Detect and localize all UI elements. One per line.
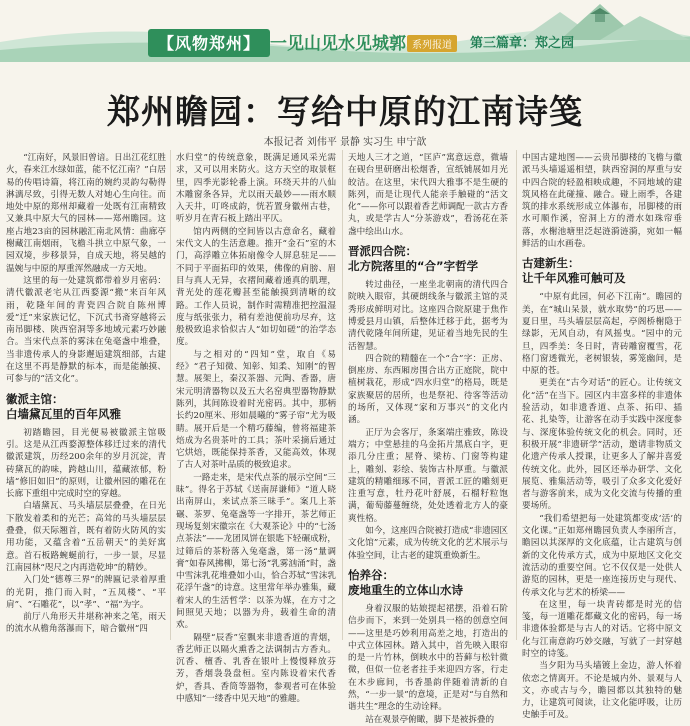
article-column-4: [522, 152, 682, 721]
byline: 本报记者 刘伟平 景静 实习生 申宁歆: [263, 137, 427, 148]
paragraph: “中原有此园，何必下江南”。瞻园的美，在“城山呆景，就水取势”的巧思——夏日里，马头墙层层高起，亭阁桥榭隐于绿影，无风自动，有风摇曳。“园中的元旦，四季美：冬日时，青砖雕窗覆雪，花格门窗透微光，老树银装，雾笼幽间，是中原的苍。: [522, 292, 682, 377]
column-divider: [342, 150, 343, 640]
subheading: [6, 392, 166, 422]
paragraph: 入门处“德尊三界”的牌匾记录着厚重的光阴，推门而入时，“五凤楼”、“平肩”、“石雕花”，以“孝”、“福”为字。: [6, 575, 166, 610]
subheading: [348, 244, 508, 274]
article-headline: 郑州瞻园：写给中原的江南诗笺: [107, 92, 583, 131]
paragraph: “江南好，风景旧曾谙。日出江花红胜火，春来江水绿如蓝，能不忆江南？”白居易的传唱诗篇，将江南的婉约灵韵勾勒得淋漓尽致，引得无数人对她心生向往。而地处中原的郑州却藏着一处既有江南精致又兼具中原大气的园林——郑州瞻园。这座占地23亩的园林融汇南北风情：曲廊亭榭藏江南烟雨，飞檐斗拱立中原气象，一园双境，步移景异，自成天地，将吴越的温婉与中原的厚重浑然融成一方天地。: [6, 153, 166, 274]
subheading-line-1: 古建新生：: [522, 256, 580, 271]
paragraph: 四合院的精髓在一个“合”字：正房、倒座房、东西厢房围合出方正庭院，院中植树栽花，形成“四水归堂”的格局，既是家族聚居的居所，也是祭祀、待客等活动的场所，又体现“家和万事兴”的文化内涵。: [348, 353, 508, 426]
chapter-label: 第三篇章：郑之园: [470, 36, 575, 51]
paragraph: 白墙黛瓦、马头墙层层叠叠，在日光下散发着柔和的光芒；高耸的马头墙层层叠叠，似天际翘首，既有着防火防风的实用功能，又蕴含着“五岳朝天”的美好寓意。首石板路蜿蜒前行，一步一景，尽显江南园林“咫尺之内再造乾坤”的精妙。: [6, 501, 166, 573]
paragraph: 转过曲径，一座坐北朝南的清代四合院映入眼帘，其硬朗线条与徽派主馆的灵秀形成鲜明对比。这座四合院原建于焦作博爱县月山镇，后整体迁移于此，据考为清代乾隆年间所建，见证着当地先民的生活智慧。: [348, 280, 508, 352]
paragraph: 当夕阳为马头墙镀上金边，游人怀着依恋之情离开。不论是城内外、景观与人文，亦或古与今，瞻园都以其独特的魅力，让建筑可阅读，让文化能呼吸，让历史触手可及。: [522, 661, 682, 721]
article-column-3: [348, 152, 508, 725]
subheading-line-1: 晋派四合院：: [348, 244, 417, 259]
subheading-line-2: 让千年风雅可触可及: [522, 271, 626, 286]
paragraph: 天地人三才之道，“匡庐”寓意远意，微墙在砚台里研磨出松烟香，宣纸铺展如月光皎洁。在这里，宋代四大雅事不是生硬的陈列，而是让现代人能亲手触碰的“活文化”——你可以跟着香艺师调配一款古方香丸，或是学古人“分茶游戏”，看汤花在茶盏中绘出山水。: [348, 153, 508, 237]
column-tag: 【风物郑州】: [148, 29, 270, 57]
paragraph: 在这里，每一块青砖都是时光的信笺，每一道雕花都藏文化的密码，每一场非遗体验都是与古人的对话。它将中原文化与江南意韵巧妙交融，写就了一封穿越时空的诗笺。: [522, 599, 682, 659]
paragraph: 站在观景亭俯瞰，脚下是被拆叠的: [365, 714, 495, 725]
paragraph: 前厅八角形天井堪称神来之笔，雨天的流水从檐角落瀑而下，暗合徽州“四: [6, 612, 166, 635]
article-column-1: [6, 152, 166, 636]
paragraph: 更美在“古今对话”的匠心。让传统文化“活”在当下。园区内丰富多样的非遗体验活动，如非遗香道、点茶、拓印、插花、扎染等，让游客在动手实践中深度参与、深度体验传统文化的机会。同时，还积极开展“非遗研学”活动，邀请非物质文化遗产传承人授课，让更多人了解并喜爱传统文化。此外，园区还举办研学、文化展览、雅集活动等，吸引了众多文化爱好者与游客前来，成为文化交流与传播的重要场所。: [522, 378, 682, 512]
column-divider: [516, 150, 517, 640]
paragraph: 水归堂”的传统意象，既满足通风采光需求，又可以用来防火。这方天空的取景框里，四季光影轮番上演。环绕天井的八仙木雕窗条各异，尤以雨天最妙——雨水顺入天井，叮咚成韵，恍若置身徽州古巷，听岁月在青石板上踏出平仄。: [176, 153, 336, 225]
paragraph: 正厅为会客厅，条案端庄雅致，陈设端方；中堂悬挂的乌金拓片黑底白字，更添几分庄重；屋脊、梁枋、门窗等构建上，雕刻、彩绘、装饰古朴厚重。与徽派建筑的精雕细琢不同，晋派工匠的雕刻更注重写意，牡丹花叶舒展，石榴籽粒饱满，葡萄藤蔓缠绕，处处透着北方人的豪爽性格。: [348, 427, 508, 524]
column-divider: [170, 150, 171, 640]
article-column-2: [176, 152, 336, 705]
subheading: [522, 256, 682, 286]
subheading-line-1: 怡养谷：: [348, 567, 394, 582]
subheading: [348, 568, 508, 598]
subheading-line-2: 白墙黛瓦里的百年风雅: [6, 406, 121, 421]
subheading-line-2: 北方院落里的“合”字哲学: [348, 259, 479, 274]
paragraph: 与之相对的“四知”堂，取自《易经》“君子知微、知彰、知柔、知刚”的智慧。展架上，秦汉茶器、元陶、香器，唐宋元明清器物以及五大名窑典型器物静默陈列，其间陈设着时光密码。其中，那柄长约20厘米、形如晨曦的“雾子帘”尤为吸睛。展开后是一个精巧藤编，曾将福建茶焙成为名贵茶叶的工具；茶叶采摘后通过它烘焙，既能保持茶香，又能高效，体现了古人对茶叶品质的极致追求。: [176, 349, 336, 471]
paragraph: 这里的每一处建筑都带着岁月密码：清代徽派老宅从江西婺源“搬”来百年风雨，乾隆年间的青瓷四合院自陈州博爱“迁”来家族记忆，下沉式书斋穿越将云南吊脚楼、陕西窑洞等多地域元素巧妙融合。当宋代点茶的雾沫在兔毫盏中堆叠，当非遗传承人的身影邂逅建筑细部，古建在这里不再是静默的标本，而是能触摸、可参与的“活文化”。: [6, 275, 166, 385]
paragraph: 馆内两侧的空间皆以古意命名，藏着宋代文人的生活意趣。推开“金石”室的木门，高浮雕立体拓扇像令人屏息驻足——不同于平面拓印的效果，佛像的肩膀、眉目与真人无异，衣褶间藏着通真的肌理，背光处的莲花瓣甚至能触摸到清晰的纹路。工作人员说，制作时需精准把控温湿度与纸张张力，稍有差池便前功尽弃，这般极致追求恰似古人“如切如磋”的治学态度。: [176, 226, 336, 348]
paragraph: 如今，这座四合院被打造成“非遗园区文化馆”元素，成为传统文化的艺术展示与体验空间，让古老的建筑重焕新生。: [348, 526, 508, 561]
series-badge: 系列报道: [407, 35, 457, 52]
subheading-line-2: 废地重生的立体山水诗: [348, 582, 463, 597]
column-title: 一见山见水见城郭: [270, 34, 406, 54]
subheading-line-1: 徽派主馆：: [6, 391, 64, 406]
paragraph: 身着汉服的姑娘提起裙摆，沿着石阶信步而下，来到一处别具一格的创意空间——这里是巧妙利用高差之地，打造出的中式立体园林。踏入其中，首先映入眼帘的是一片竹林，倒映水中的苔藓与松针微微，但似一位老者拄手来迎四方客，行走在木步廊间，书香墨韵伴随着清新的自然，“一步一景”的意境，正是对“与自然和谐共生”理念的生动诠释。: [348, 603, 508, 713]
paragraph: 隔壁“辰香”室飘来非遗香道的青烟，香艺师正以隔火熏香之法调制古方香丸。沉香、檀香、乳香在银叶上慢慢释放芬芳，香烟袅袅盘桓。室内陈设着宋代香炉，香具、香筒等器物，参观者可在体验中感知“一缕香中见天地”的雅趣。: [176, 632, 336, 705]
paragraph: 一路走来，是宋代点茶的展示空间“三昧”。得名于苏轼《送南屏谦师》“道人晓出南屏山，来试点茶三昧手”。案几上茶碾、茶罗、兔毫盏等一字排开，茶艺师正现场复刻宋徽宗在《大观茶论》中的“七汤点茶法”——龙团凤饼在银匙下轻碾成粉，过筛后的茶粉落入兔毫盏，第一汤“量调膏”如春风拂柳，第七汤“乳雾汹涌”时，盏中雪沫乳花堆叠如小山，恰合苏轼“雪沫乳花浮午盏”的诗意。这里常年举办雅集，藏着宋人的生活哲学：以茶为媒，在方寸之间照见天地；以器为舟，载着生命的清欢。: [176, 472, 336, 631]
paragraph: “我们希望把每一处建筑都变成‘活’的文化课。”正如郑州瞻园负责人李丽所言，瞻园以其深厚的文化底蕴，让古建筑与创新的文化传承方式，成为中原地区文化交流活动的重要空间。它不仅仅是一处供人游览的园林，更是一座连接历史与现代、传承文化与艺术的桥梁——: [522, 513, 682, 598]
paragraph: 初踏瞻园，目光便易被徽派主馆吸引。这是从江西婺源整体移迁过来的清代徽派建筑，历经200余年的岁月沉淀，青砖黛瓦的韵味，跨越山川，蕴藏浓郁，粉墙“修旧如旧”的原则，让徽州园的雕花在长廊下重组中完成时空的穿越。: [6, 427, 166, 500]
section-banner: [0, 0, 690, 62]
paragraph: 中国古建地图——云贵吊脚楼的飞檐与徽派马头墙遥遥相望，陕西窑洞的厚重与安中四合院的轻盈相映成趣，不同地域的建筑风格在此碰撞、融合。碰上雨季，各建筑的排水系统形成立体瀑布，吊脚楼的雨水可顺作溪，窑洞上方的滑水如珠帘垂落，水榭池塘里泛起涟漪涟漪，宛如一幅鲜活的山水画卷。: [522, 153, 682, 250]
